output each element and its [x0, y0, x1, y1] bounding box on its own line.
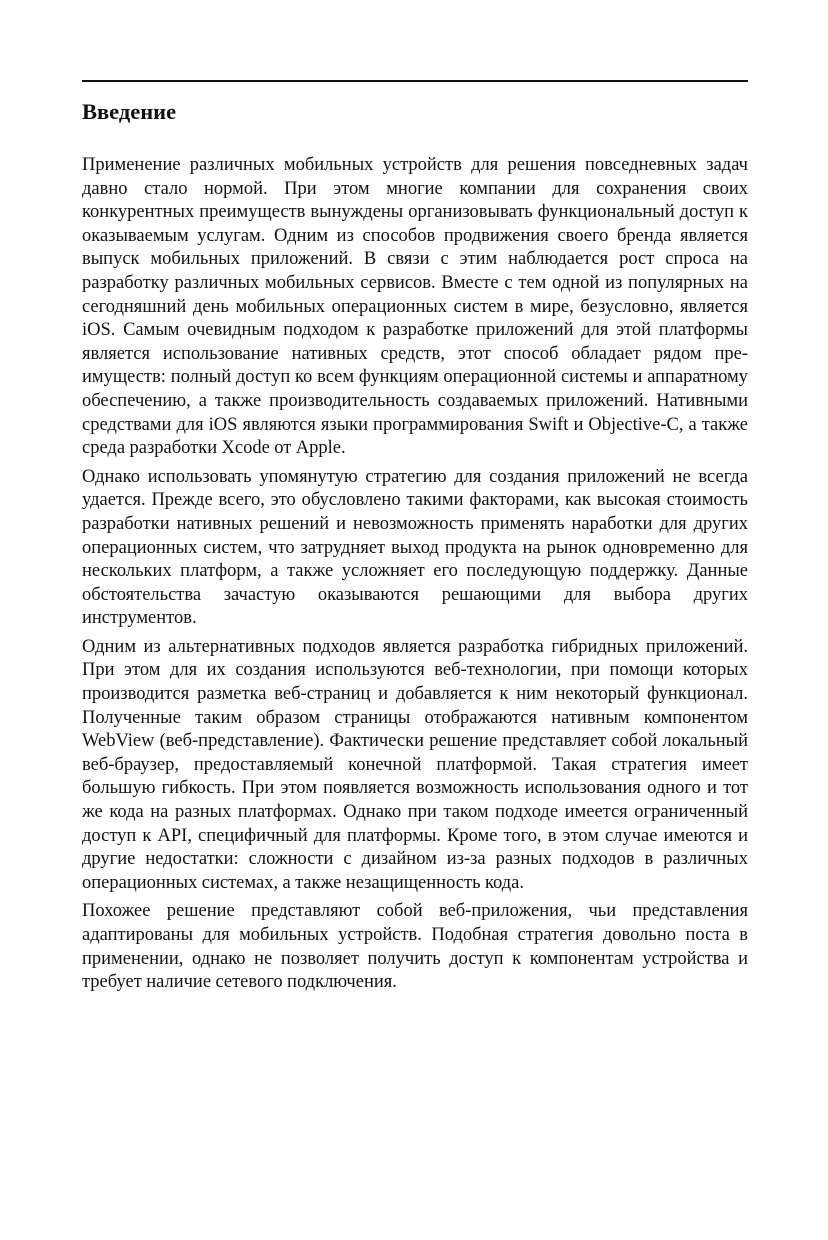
header-rule: [82, 80, 748, 82]
paragraph: Применение различных мобильных устройств для решения повседневных задач давно стало нормой. При этом многие компании для сохранения своих конкурентных преимуществ вынуждены организовывать функциональный доступ к оказываемым услугам. Одним из способов продвижения своего бренда является выпуск мобильных приложений. В связи с этим наблюдается рост спроса на разработку различных мобильных сервисов. Вместе с тем одной из популярных на сегодняшний день мобильных операционных систем в мире, безусловно, является iOS. Самым очевидным подходом к разработке приложений для этой платформы является использование нативных средств, этот способ обладает рядом преимуществ: полный доступ ко всем функциям операционной системы и аппаратному обеспечению, а также производительность создаваемых приложений. Нативными средствами для iOS являются языки программирования Swift и Objective-C, а также среда разработки Xcode от Apple.: [82, 155, 748, 459]
paragraph: Однако использовать упомянутую стратегию для создания приложений не всегда удается. Прежде всего, это обусловлено такими факторами, как высокая стоимость разработки нативных решений и невозможность применять наработки для других операционных систем, что затрудняет выход продукта на рынок одновременно для нескольких платформ, а также усложняет его последующую поддержку. Данные обстоятельства зачастую оказываются решающими для выбора других инструментов.: [82, 466, 748, 629]
paragraph: Одним из альтернативных подходов является разработка гибридных приложений. При этом для их создания используются веб-технологии, при помощи которых производится разметка веб-страниц и добавляется к ним некоторый функционал. Полученные таким образом страницы отображаются нативным компонентом WebView (веб-представление). Фактически решение представляет собой локальный веб-браузер, предоставляемый конечной платформой. Такая стратегия имеет большую гибкость. При этом появляется возможность использования одного и тот же кода на разных платформах. Однако при таком подходе имеется ограниченный доступ к API, специфичный для платформы. Кроме того, в этом случае имеются и другие недостатки: сложности с дизайном из-за разных подходов в различных операционных системах, а также незащищенность кода.: [82, 636, 748, 893]
section-title: Введение: [82, 99, 177, 124]
book-page: [82, 80, 748, 1000]
paragraph: Похожее решение представляют собой веб-приложения, чьи представления адаптированы для мобильных устройств. Подобная стратегия довольно поста в применении, однако не позволяет получить доступ к компонентам устройства и требует наличие сетевого подключения.: [82, 901, 748, 993]
body-text: [82, 154, 748, 995]
